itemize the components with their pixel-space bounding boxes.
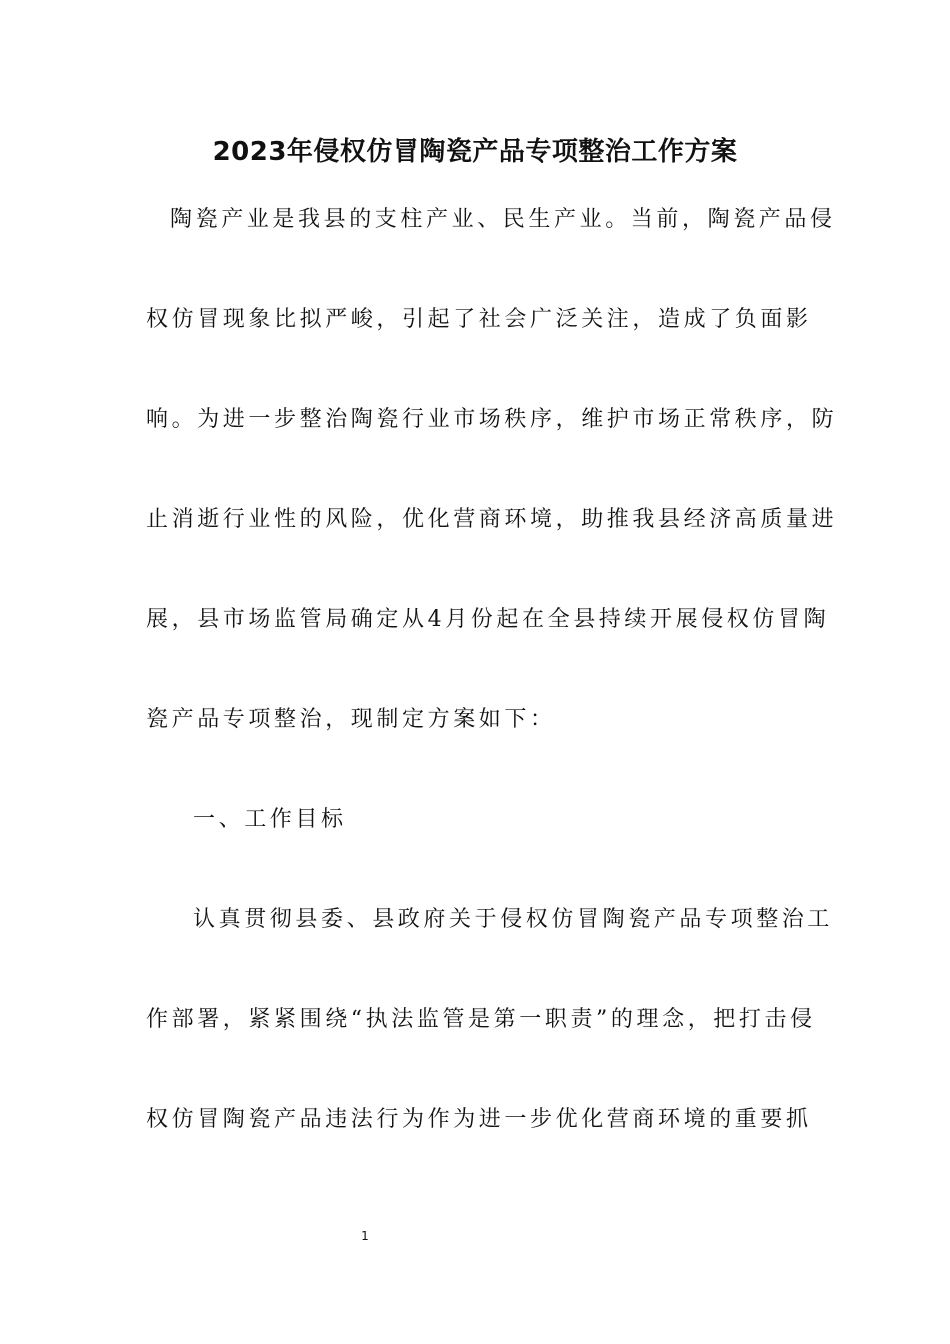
- paragraph-line: 响。为进一步整治陶瓷行业市场秩序，维护市场正常秩序，防: [146, 407, 838, 432]
- paragraph-line: 瓷产品专项整治，现制定方案如下：: [146, 707, 556, 732]
- paragraph-line: 权仿冒陶瓷产品违法行为作为进一步优化营商环境的重要抓: [146, 1107, 812, 1132]
- page-number: 1: [361, 1229, 369, 1243]
- paragraph-line: 作部署，紧紧围绕“执法监管是第一职责”的理念，把打击侵: [146, 1007, 816, 1032]
- paragraph-line: 权仿冒现象比拟严峻，引起了社会广泛关注，造成了负面影: [146, 307, 812, 332]
- paragraph-line: 陶瓷产业是我县的支柱产业、民生产业。当前，陶瓷产品侵: [170, 207, 836, 232]
- paragraph-line: 认真贯彻县委、县政府关于侵权仿冒陶瓷产品专项整治工: [193, 907, 834, 932]
- document-title: 2023年侵权仿冒陶瓷产品专项整治工作方案: [212, 137, 738, 167]
- section-heading: 一、工作目标: [193, 807, 347, 832]
- paragraph-line: 展，县市场监管局确定从4月份起在全县持续开展侵权仿冒陶: [146, 607, 830, 632]
- paragraph-line: 止消逝行业性的风险，优化营商环境，助推我县经济高质量进: [146, 507, 838, 532]
